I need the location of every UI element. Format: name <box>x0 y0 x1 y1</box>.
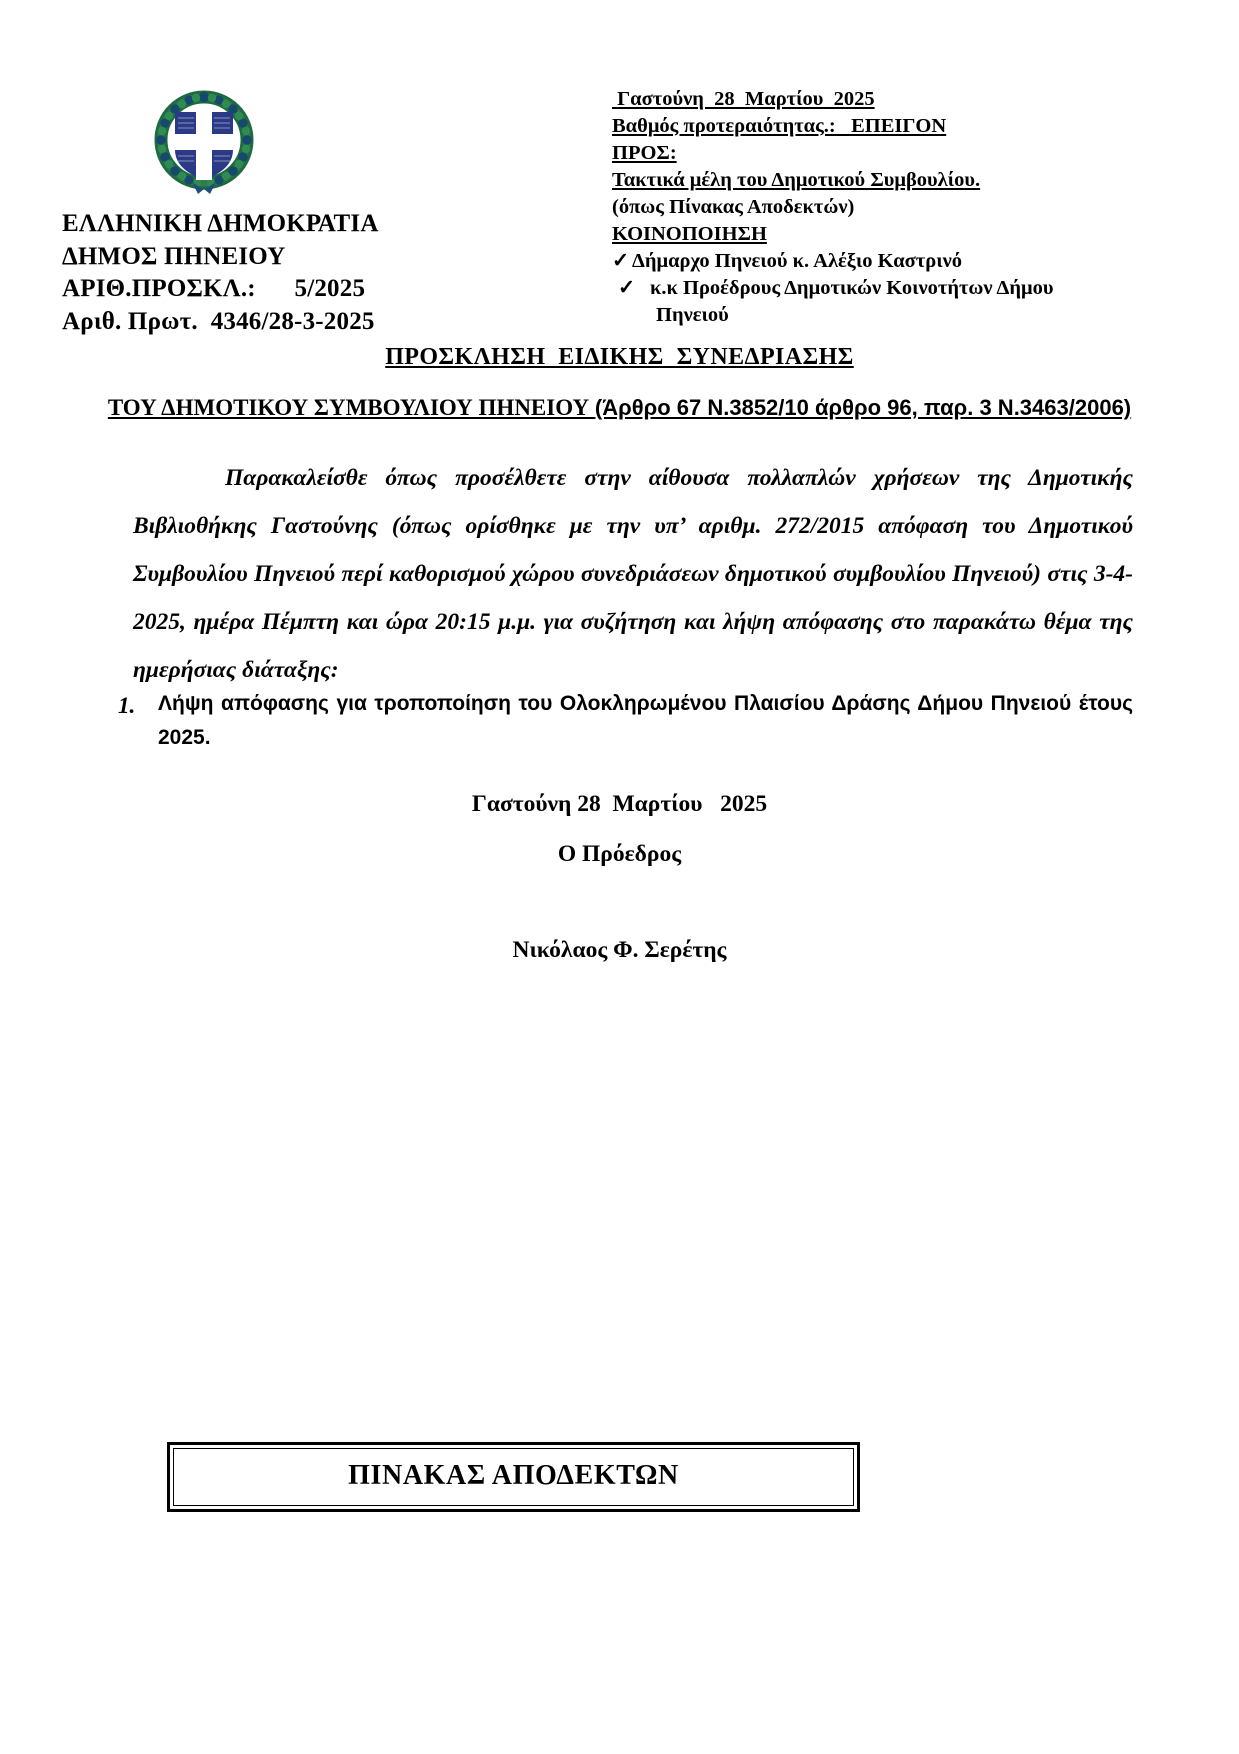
signature-block <box>62 793 1177 963</box>
priority-level: Βαθμός προτεραιότητας.: ΕΠΕΙΓΟΝ <box>612 115 947 138</box>
place-and-date: Γαστούνη 28 Μαρτίου 2025 <box>612 88 875 110</box>
to-note-row <box>612 194 1172 221</box>
header-left-block <box>62 86 482 338</box>
signature-role: Ο Πρόεδρος <box>557 840 682 867</box>
to-recipients: Τακτικά μέλη του Δημοτικού Συμβουλίου. <box>612 169 981 192</box>
page-title: ΠΡΟΣΚΛΗΣΗ ΕΙΔΙΚΗΣ ΣΥΝΕΔΡΙΑΣΗΣ <box>385 344 854 370</box>
greek-coat-of-arms-icon <box>144 86 264 198</box>
header-right-block <box>612 86 1172 329</box>
priority-row <box>612 113 1172 140</box>
cc-item-label: κ.κ Προέδρους Δημοτικών Κοινοτήτων Δήμου <box>650 277 1054 300</box>
organization-line-2: ΔΗΜΟΣ ΠΗΝΕΙΟΥ <box>62 242 286 270</box>
to-label-row <box>612 140 1172 167</box>
invitation-body-text: Παρακαλείσθε όπως προσέλθετε στην αίθουσα πολλαπλών χρήσεων της Δημοτικής Βιβλιοθήκης Γαστούνης (όπως ορίσθηκε με την υπ’ αριθμ. 272/2015 απόφαση του Δημοτικού Συμβουλίου Πηνειού περί καθορισμού χώρου συνεδριάσεων δημοτικού συμβουλίου Πηνειού) στις 3-4-2025, ημέρα Πέμπτη και ώρα 20:15 μ.μ. για συζήτηση και λήψη απόφασης στο παρακάτω θέμα της ημερήσιας διάταξης: <box>133 465 1133 683</box>
document-title-block <box>62 344 1177 425</box>
cc-item <box>612 248 1172 275</box>
invitation-number: ΑΡΙΘ.ΠΡΟΣΚΛ.: 5/2025 <box>62 275 366 302</box>
cc-item <box>612 275 1172 302</box>
signature-name: Νικόλαος Φ. Σερέτης <box>512 937 727 963</box>
agenda-list <box>118 687 1133 755</box>
cc-label-row <box>612 221 1172 248</box>
agenda-item-number: 1. <box>118 693 136 718</box>
place-and-date-row <box>612 86 1172 113</box>
page-subtitle <box>62 392 1177 425</box>
recipients-table-box <box>167 1442 860 1512</box>
cc-item-label: Δήμαρχο Πηνειού κ. Αλέξιο Καστρινό <box>632 250 962 273</box>
signature-place-date: Γαστούνη 28 Μαρτίου 2025 <box>471 791 768 817</box>
organization-line-1: ΕΛΛΗΝΙΚΗ ΔΗΜΟΚΡΑΤΙΑ <box>62 210 379 237</box>
agenda-item <box>118 687 1133 755</box>
page-subtitle-legal-reference: (Άρθρο 67 Ν.3852/10 άρθρο 96, παρ. 3 Ν.3463/2006) <box>594 395 1132 420</box>
title-main-row <box>62 344 1177 371</box>
recipients-table-title: ΠΙΝΑΚΑΣ ΑΠΟΔΕΚΤΩΝ <box>173 1448 854 1506</box>
cc-label: ΚΟΙΝΟΠΟΙΗΣΗ <box>612 223 767 246</box>
checkmark-icon: ✓ <box>618 277 636 300</box>
protocol-number: Αριθ. Πρωτ. 4346/28-3-2025 <box>62 307 375 335</box>
checkmark-icon: ✓ <box>612 250 630 273</box>
document-header <box>0 86 1239 336</box>
to-label: ΠΡΟΣ: <box>612 142 677 165</box>
agenda-item-text: Λήψη απόφασης για τροποποίηση του Ολοκληρωμένου Πλαισίου Δράσης Δήμου Πηνειού έτους 2025. <box>158 692 1133 750</box>
to-recipients-row <box>612 167 1172 194</box>
to-note: (όπως Πίνακας Αποδεκτών) <box>612 196 855 219</box>
page-subtitle-body: ΤΟΥ ΔΗΜΟΤΙΚΟΥ ΣΥΜΒΟΥΛΙΟΥ ΠΗΝΕΙΟΥ <box>107 395 595 420</box>
cc-item-label-continued: Πηνειού <box>656 304 729 327</box>
